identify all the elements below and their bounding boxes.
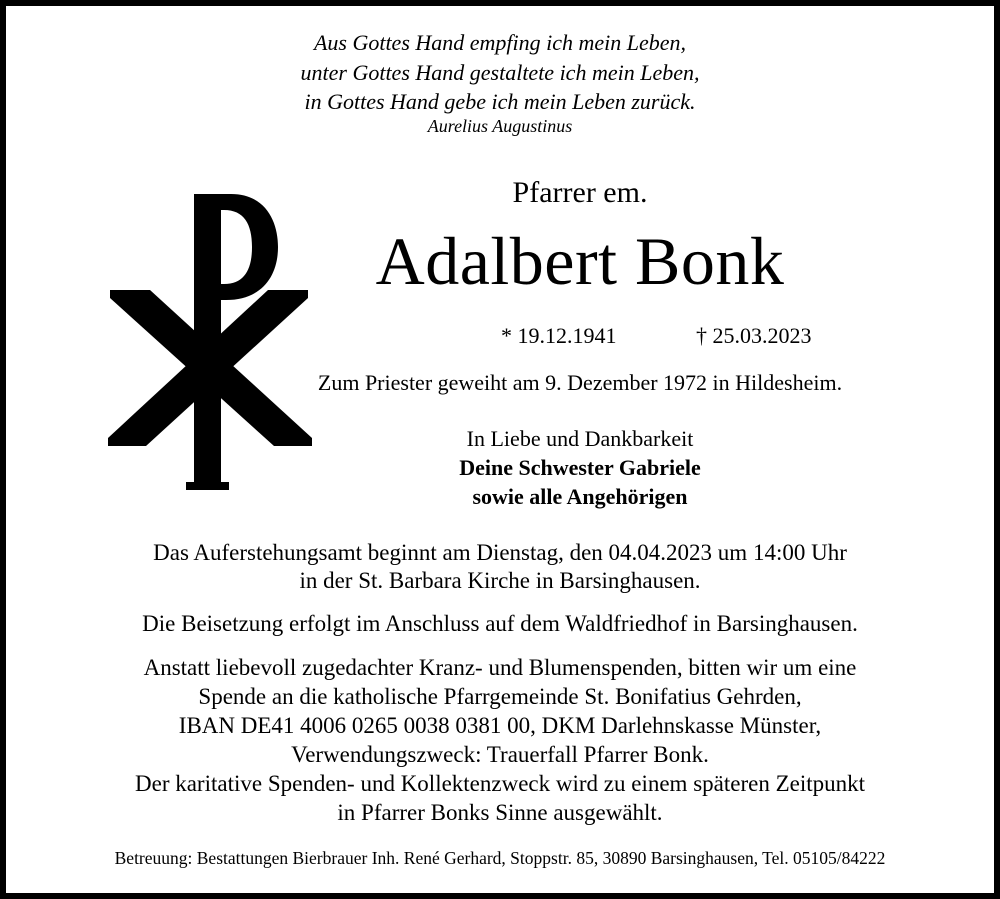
quote-line-1: Aus Gottes Hand empfing ich mein Leben, [313,30,687,55]
donation-line-1: Anstatt liebevoll zugedachter Kranz- und Blumenspenden, bitten wir um eine [143,655,857,680]
mourners-intro: In Liebe und Dankbarkeit [466,426,694,451]
funeral-home-footer: Betreuung: Bestattungen Bierbrauer Inh. René Gerhard, Stoppstr. 85, 30890 Barsinghausen, Tel. 05105/84222 [114,848,886,868]
quote-author: Aurelius Augustinus [427,116,573,136]
service-line-1: Das Auferstehungsamt beginnt am Dienstag, den 04.04.2023 um 14:00 Uhr [153,540,847,565]
ordination-text: Zum Priester geweiht am 9. Dezember 1972 in Hildesheim. [317,370,843,395]
burial-text: Die Beisetzung erfolgt im Anschluss auf dem Waldfriedhof in Barsinghausen. [142,611,858,636]
mourner-sister: Deine Schwester Gabriele [459,455,701,480]
birth-date: * 19.12.1941 [501,323,617,348]
death-date: † 25.03.2023 [696,323,812,348]
title-prefix: Pfarrer em. [512,176,648,209]
donation-line-3: IBAN DE41 4006 0265 0038 0381 00, DKM Darlehnskasse Münster, [178,713,822,738]
quote-line-2: unter Gottes Hand gestaltete ich mein Leben, [300,60,700,85]
donation-line-4: Verwendungszweck: Trauerfall Pfarrer Bonk. [291,742,709,767]
donation-line-2: Spende an die katholische Pfarrgemeinde St. Bonifatius Gehrden, [198,684,802,709]
donation-line-5: Der karitative Spenden- und Kollektenzweck wird zu einem späteren Zeitpunkt [135,771,865,796]
service-line-2: in der St. Barbara Kirche in Barsinghausen. [299,568,701,593]
deceased-name: Adalbert Bonk [375,223,785,299]
mourner-relatives: sowie alle Angehörigen [472,484,688,509]
quote-line-3: in Gottes Hand gebe ich mein Leben zurück. [304,89,696,114]
donation-line-6: in Pfarrer Bonks Sinne ausgewählt. [337,800,663,825]
